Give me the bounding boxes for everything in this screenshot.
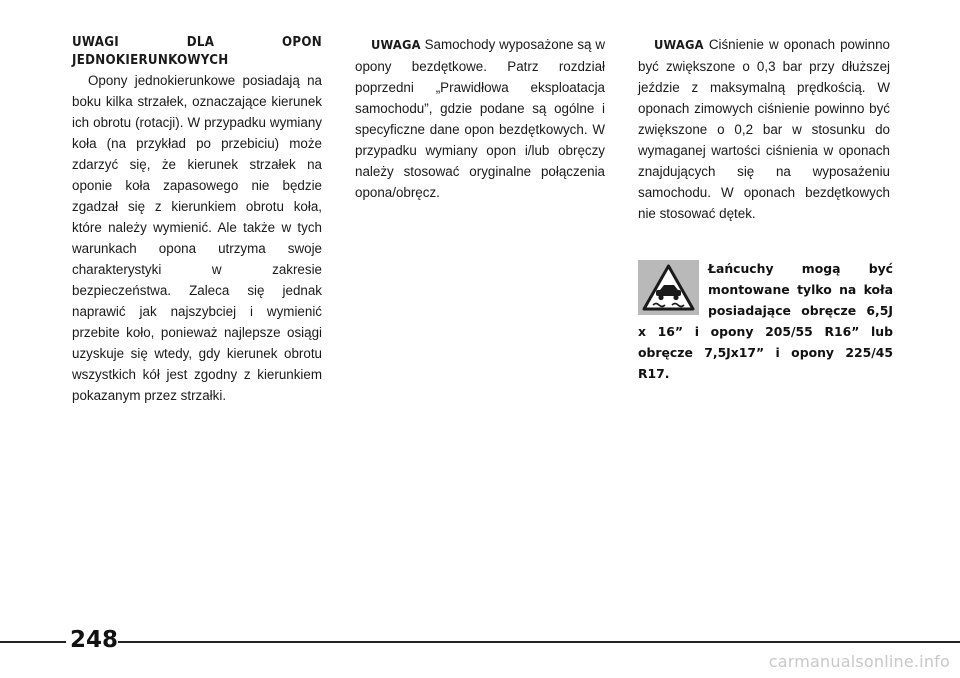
note-keyword: UWAGA: [654, 38, 704, 53]
note-keyword: UWAGA: [371, 38, 421, 53]
footer-rule: [118, 641, 960, 643]
section-heading: UWAGI DLA OPON JEDNOKIERUNKOWYCH: [72, 35, 322, 68]
column-pressure-note: [638, 34, 890, 224]
watermark: carmanualsonline.info: [768, 652, 950, 671]
footer-rule: [0, 641, 66, 643]
warning-text: Łańcuchy mogą być montowane tylko na koła posiadające obręcze 6,5J x 16” i opony 205/55 R16” lub obręcze 7,5Jx17” i opony 225/45 R17.: [638, 261, 893, 381]
skid-warning-icon: [638, 260, 699, 315]
note-text: Ciśnienie w oponach powinno być zwiększone o 0,3 bar przy dłuższej jeździe z maksymalną prędkością. W oponach zimowych ciśnienie powinno być zwiększone o 0,2 bar w stosunku do wymaganej wartości ciśnienia w oponach znajdujących się na wyposażeniu samochodu. W oponach bezdętkowych nie stosować dętek.: [638, 37, 890, 221]
column-tubeless-note: [355, 34, 605, 203]
paragraph-pressure-note: [638, 34, 890, 224]
paragraph-directional-tyres: Opony jednokierunkowe posiadają na boku kilka strzałek, oznaczające kierunek ich obrotu (rotacji). W przypadku wymiany koła (na przykład po przebiciu) może zdarzyć się, że kierunek strzałek na oponie koła zapasowego nie będzie zgadzał się z kierunkiem obrotu koła, które należy wymienić. Ale także w tych warunkach opona utrzyma swoje charakterystyki w zakresie bezpieczeństwa. Zaleca się jednak naprawić jak najszybciej i wymienić przebite koło, ponieważ najlepsze osiągi uzyskuje się wtedy, gdy kierunek obrotu wszystkich kół jest zgodny z kierunkiem pokazanym przez strzałki.: [72, 73, 322, 403]
paragraph-tubeless-note: [355, 34, 605, 203]
column-tyre-direction: [72, 34, 322, 406]
note-text: Samochody wyposażone są w opony bezdętkowe. Patrz rozdział poprzedni „Prawidłowa eksploatacja samochodu”, gdzie podane są ogólne i specyficzne dane opon bezdętkowych. W przypadku wymiany opon i/lub obręczy należy stosować oryginalne połączenia opona/obręcz.: [355, 37, 605, 200]
snow-chain-warning: [638, 258, 893, 384]
page-number: 248: [70, 627, 119, 653]
